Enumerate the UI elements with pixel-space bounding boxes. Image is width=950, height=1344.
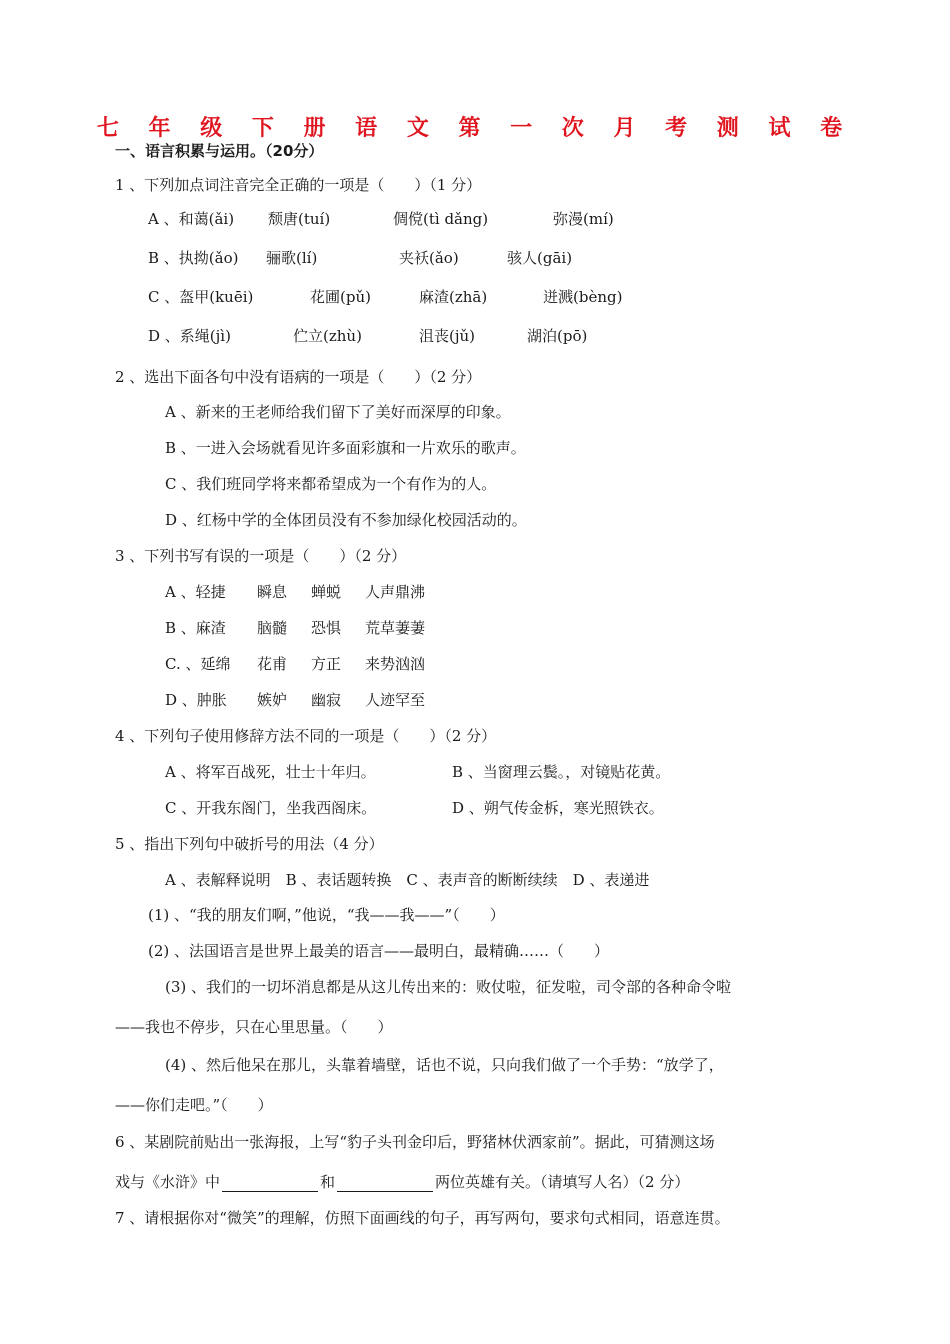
q3-d-3: 幽寂 (311, 691, 342, 709)
q3-d-1: D 、肿胀 (165, 691, 227, 709)
q3-b-3: 恐惧 (311, 619, 342, 637)
q3-d-4: 人迹罕至 (365, 691, 426, 709)
q2-option-d: D 、红杨中学的全体团员没有不参加绿化校园活动的。 (165, 511, 527, 529)
q1-a-2: 颓唐(tuí) (268, 210, 331, 228)
q3-c-3: 方正 (311, 655, 342, 673)
q3-b-4: 荒草萋萋 (365, 619, 426, 637)
q4-option-b: B 、当窗理云鬓。，对镜贴花黄。 (452, 763, 671, 781)
q3-option-d (165, 690, 425, 710)
q1-stem: 1 、下列加点词注音完全正确的一项是（ ）（1 分） (115, 176, 482, 194)
q1-d-1: D 、系绳(jì) (148, 327, 231, 345)
q4-stem: 4 、下列句子使用修辞方法不同的一项是（ ）（2 分） (115, 727, 497, 745)
q3-a-4: 人声鼎沸 (365, 583, 426, 601)
q2-stem: 2 、选出下面各句中没有语病的一项是（ ）（2 分） (115, 368, 482, 386)
q3-option-c (165, 654, 425, 674)
q1-option-c (148, 287, 622, 307)
q1-b-3: 夹袄(ǎo) (399, 249, 459, 267)
q2-option-c: C 、我们班同学将来都希望成为一个有作为的人。 (165, 475, 497, 493)
q3-b-2: 脑髓 (257, 619, 288, 637)
q2-option-a: A 、新来的王老师给我们留下了美好而深厚的印象。 (165, 403, 511, 421)
q5-sentence-1: (1) 、“我的朋友们啊，”他说，“我——我——”（ ） (148, 906, 505, 924)
q1-d-4: 湖泊(pō) (527, 327, 588, 345)
q6-text-and: 和 (320, 1173, 336, 1191)
q7-stem: 7 、请根据你对“微笑”的理解，仿照下面画线的句子，再写两句，要求句式相同，语意连贯。 (115, 1209, 730, 1227)
q5-sentence-3-cont: ——我也不停步，只在心里思量。（ ） (115, 1018, 393, 1036)
q3-option-a (165, 582, 425, 602)
q6-answer-blank-1[interactable] (222, 1175, 318, 1192)
q1-a-4: 弥漫(mí) (553, 210, 614, 228)
q6-answer-blank-2[interactable] (337, 1175, 433, 1192)
q1-c-3: 麻渣(zhā) (419, 288, 488, 306)
q3-a-3: 蝉蜕 (311, 583, 342, 601)
q1-option-a (148, 209, 614, 229)
q3-c-1: C. 、延绵 (165, 655, 231, 673)
q4-option-a: A 、将军百战死，壮士十年归。 (165, 763, 376, 781)
q1-option-b (148, 248, 572, 268)
q3-b-1: B 、麻渣 (165, 619, 226, 637)
q5-options: A 、表解释说明 B 、表话题转换 C 、表声音的断断续续 D 、表递进 (165, 871, 650, 889)
q1-a-3: 倜傥(tì dǎng) (393, 210, 489, 228)
q1-c-1: C 、盔甲(kuēi) (148, 288, 254, 306)
q1-c-2: 花圃(pǔ) (310, 288, 371, 306)
q1-a-1: A 、和蔼(ǎi) (148, 210, 235, 228)
q2-option-b: B 、一进入会场就看见许多面彩旗和一片欢乐的歌声。 (165, 439, 526, 457)
q3-option-b (165, 618, 425, 638)
q1-d-2: 伫立(zhù) (293, 327, 362, 345)
q5-sentence-2: (2) 、法国语言是世界上最美的语言——最明白，最精确……（ ） (148, 942, 610, 960)
page-title: 七 年 级 下 册 语 文 第 一 次 月 考 测 试 卷 (96, 116, 854, 141)
q5-sentence-4: (4) 、然后他呆在那儿，头靠着墙壁，话也不说，只向我们做了一个手势：“放学了， (165, 1056, 724, 1074)
q5-sentence-4-cont: ——你们走吧。”（ ） (115, 1096, 273, 1114)
q3-c-4: 来势汹汹 (365, 655, 426, 673)
q3-a-1: A 、轻捷 (165, 583, 226, 601)
q3-c-2: 花甫 (257, 655, 288, 673)
q1-option-d (148, 326, 587, 346)
q1-b-1: B 、执拗(ǎo) (148, 249, 239, 267)
q3-stem: 3 、下列书写有误的一项是（ ）（2 分） (115, 547, 407, 565)
q6-fill-line (115, 1172, 689, 1192)
q6-text-before: 戏与《水浒》中 (115, 1173, 221, 1191)
q1-d-3: 沮丧(jǔ) (419, 327, 476, 345)
q4-option-d: D 、朔气传金柝，寒光照铁衣。 (452, 799, 664, 817)
q1-b-2: 骊歌(lí) (266, 249, 318, 267)
q6-text: 6 、某剧院前贴出一张海报，上写“豹子头刊金印后，野猪林伏洒家前”。据此，可猜测这场 (115, 1133, 715, 1151)
q5-sentence-3: (3) 、我们的一切坏消息都是从这儿传出来的：败仗啦，征发啦，司令部的各种命令啦 (165, 978, 732, 996)
q1-c-4: 迸溅(bèng) (543, 288, 623, 306)
q3-d-2: 嫉妒 (257, 691, 288, 709)
q3-a-2: 瞬息 (257, 583, 288, 601)
section-heading: 一、语言积累与运用。（20分） (115, 142, 324, 160)
q4-option-c: C 、开我东阁门，坐我西阁床。 (165, 799, 377, 817)
q1-b-4: 骇人(gāi) (507, 249, 573, 267)
q5-stem: 5 、指出下列句中破折号的用法（4 分） (115, 835, 384, 853)
q6-text-after: 两位英雄有关。（请填写人名）（2 分） (435, 1173, 690, 1191)
